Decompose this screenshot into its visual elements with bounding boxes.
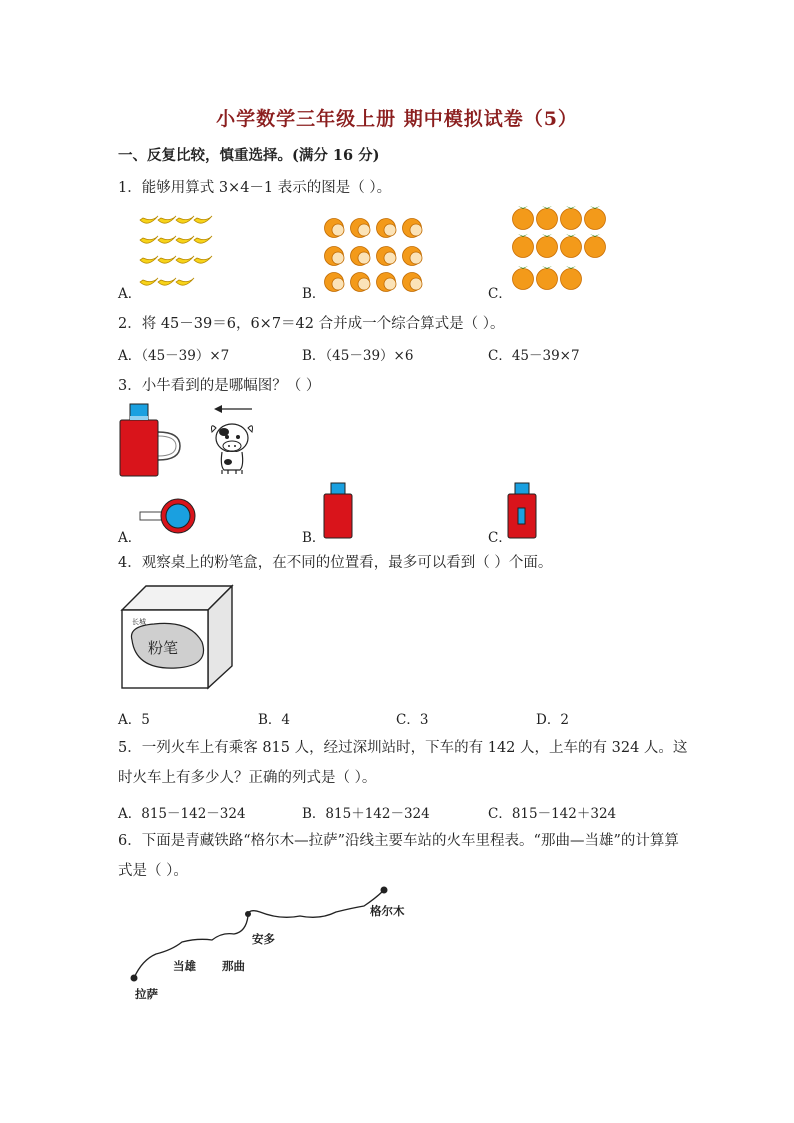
station-golmud: 格尔木 — [370, 904, 405, 918]
thermos-image — [116, 402, 186, 478]
orange-grid-image — [512, 206, 608, 296]
question-4-text: 4．观察桌上的粉笔盒，在不同的位置看，最多可以看到（ ）个面。 — [118, 555, 553, 571]
q2-option-b: B．（45－39）×6 — [302, 348, 414, 364]
q5-option-c: C．815－142＋324 — [488, 806, 617, 822]
chalk-box-brand: 长城 — [132, 618, 146, 626]
orange-half-grid-image — [324, 218, 436, 296]
station-nagqu: 那曲 — [222, 959, 245, 973]
q4-option-a: A．5 — [118, 712, 150, 728]
q5-option-b: B．815＋142－324 — [302, 806, 430, 822]
q5-option-a: A．815－142－324 — [118, 806, 246, 822]
question-6-text: 6．下面是青藏铁路“格尔木—拉萨”沿线主要车站的火车里程表。“那曲—当雄”的计算算式是（ ）。 — [118, 833, 679, 879]
q1-option-c-label: C． — [488, 286, 512, 302]
banana-grid-image — [138, 212, 218, 298]
q4-option-b: B．4 — [258, 712, 291, 728]
q3-option-c-label: C． — [488, 530, 512, 546]
station-amdo: 安多 — [252, 932, 275, 946]
question-5-text: 5．一列火车上有乘客 815 人，经过深圳站时，下车的有 142 人，上车的有 324 人。这时火车上有多少人？正确的列式是（ ）。 — [118, 740, 688, 786]
question-3-text: 3．小牛看到的是哪幅图？（ ） — [118, 378, 321, 394]
q1-option-a-label: A． — [118, 286, 142, 302]
thermos-top-view-image — [140, 498, 200, 534]
q2-option-a: A．（45－39）×7 — [118, 348, 230, 364]
question-1-text: 1．能够用算式 3×4－1 表示的图是（ ）。 — [118, 180, 392, 196]
q4-option-d: D．2 — [536, 712, 569, 728]
section-heading: 一、反复比较，慎重选择。(满分 16 分) — [118, 147, 380, 164]
q3-option-a-label: A． — [118, 530, 142, 546]
q3-option-b-label: B． — [302, 530, 326, 546]
arrow-left-icon — [214, 404, 254, 414]
q1-option-b-label: B． — [302, 286, 326, 302]
question-2-text: 2．将 45－39＝6，6×7＝42 合并成一个综合算式是（ ）。 — [118, 316, 505, 332]
station-damxung: 当雄 — [173, 959, 196, 973]
q4-option-c: C．3 — [396, 712, 429, 728]
station-lhasa: 拉萨 — [135, 987, 158, 1001]
chalk-box-label: 粉笔 — [148, 639, 179, 657]
cow-image — [208, 420, 256, 474]
thermos-side-view-image — [322, 482, 356, 540]
page-title: 小学数学三年级上册 期中模拟试卷（5） — [216, 108, 578, 130]
q2-option-c: C．45－39×7 — [488, 348, 580, 364]
